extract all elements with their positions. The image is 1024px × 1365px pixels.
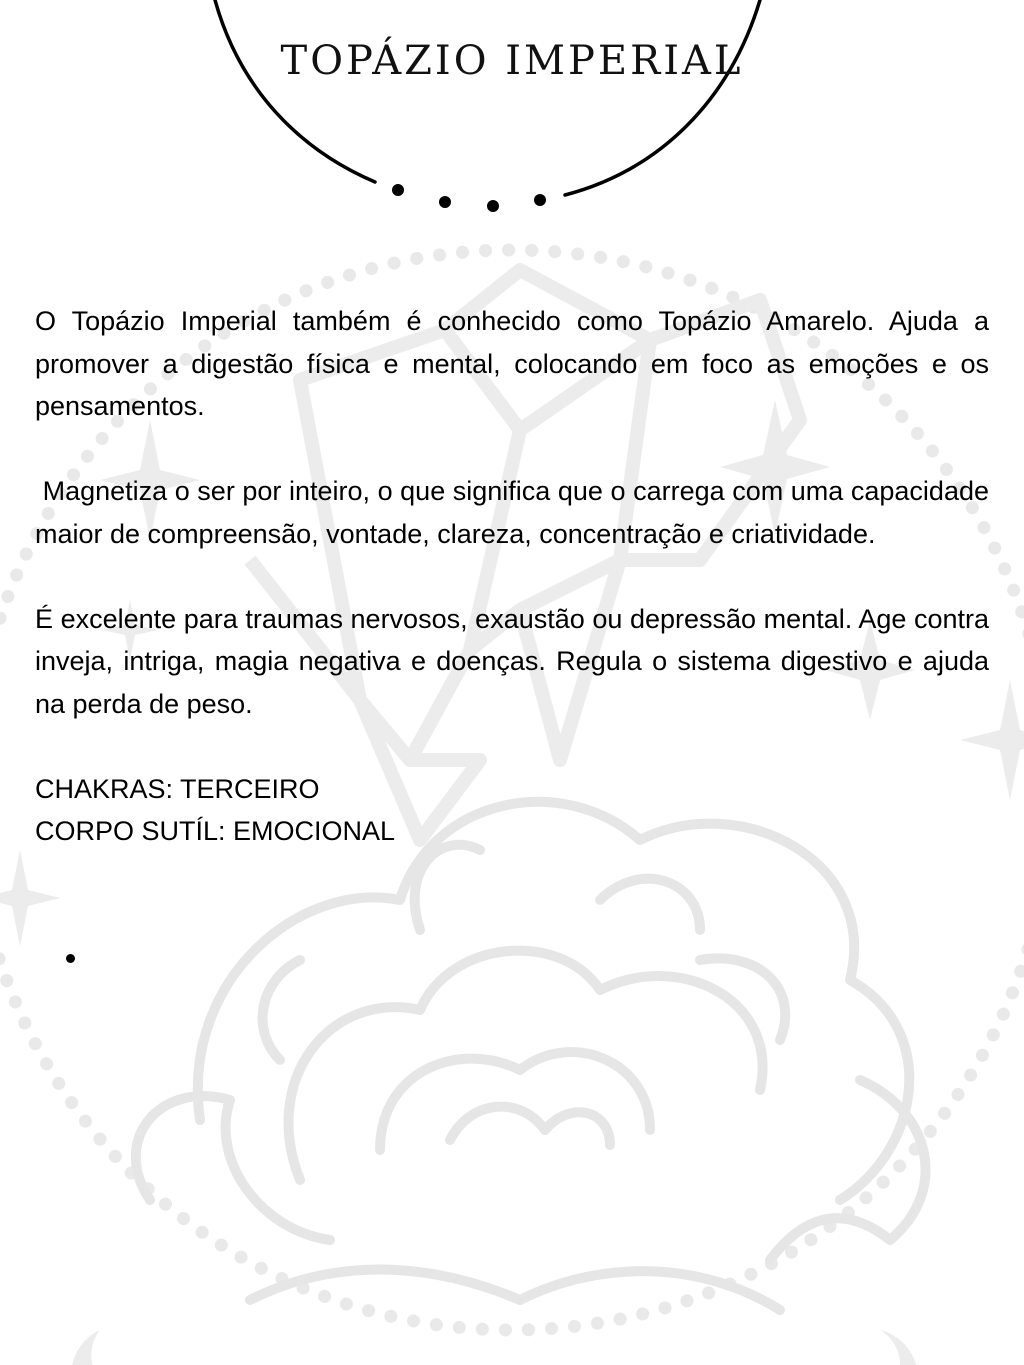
chakras-line: CHAKRAS: TERCEIRO [35,773,320,804]
crescent-moon-icon [71,1330,918,1365]
peony-flower-watermark [136,802,926,1310]
page-title: TOPÁZIO IMPERIAL [280,38,744,84]
paragraph-benefits: É excelente para traumas nervosos, exaustão ou depressão mental. Age contra inveja, intriga, magia negativa e doenças. Regula o sistema digestivo e ajuda na perda de peso. [35,603,989,719]
arc-left [215,0,375,182]
dot-2 [439,196,451,208]
dot-1 [392,184,404,196]
paragraph-intro: O Topázio Imperial também é conhecido como Topázio Amarelo. Ajuda a promover a digestão física e mental, colocando em foco as emoções e os pensamentos. [35,306,989,421]
spacer [35,725,989,768]
spacer [35,555,989,598]
spacer [35,428,989,471]
arc-right [565,0,760,195]
bullet-dot-icon [66,954,75,963]
dot-4 [534,194,546,206]
main-content [35,300,997,853]
corpo-sutil-line: CORPO SUTÍL: EMOCIONAL [35,816,396,846]
dot-3 [487,200,499,212]
paragraph-magnetism: Magnetiza o ser por inteiro, o que significa que o carrega com uma capacidade maior de compreensão, vontade, clareza, concentração e criatividade. [35,476,997,549]
header-arc-ornament [0,0,1024,230]
